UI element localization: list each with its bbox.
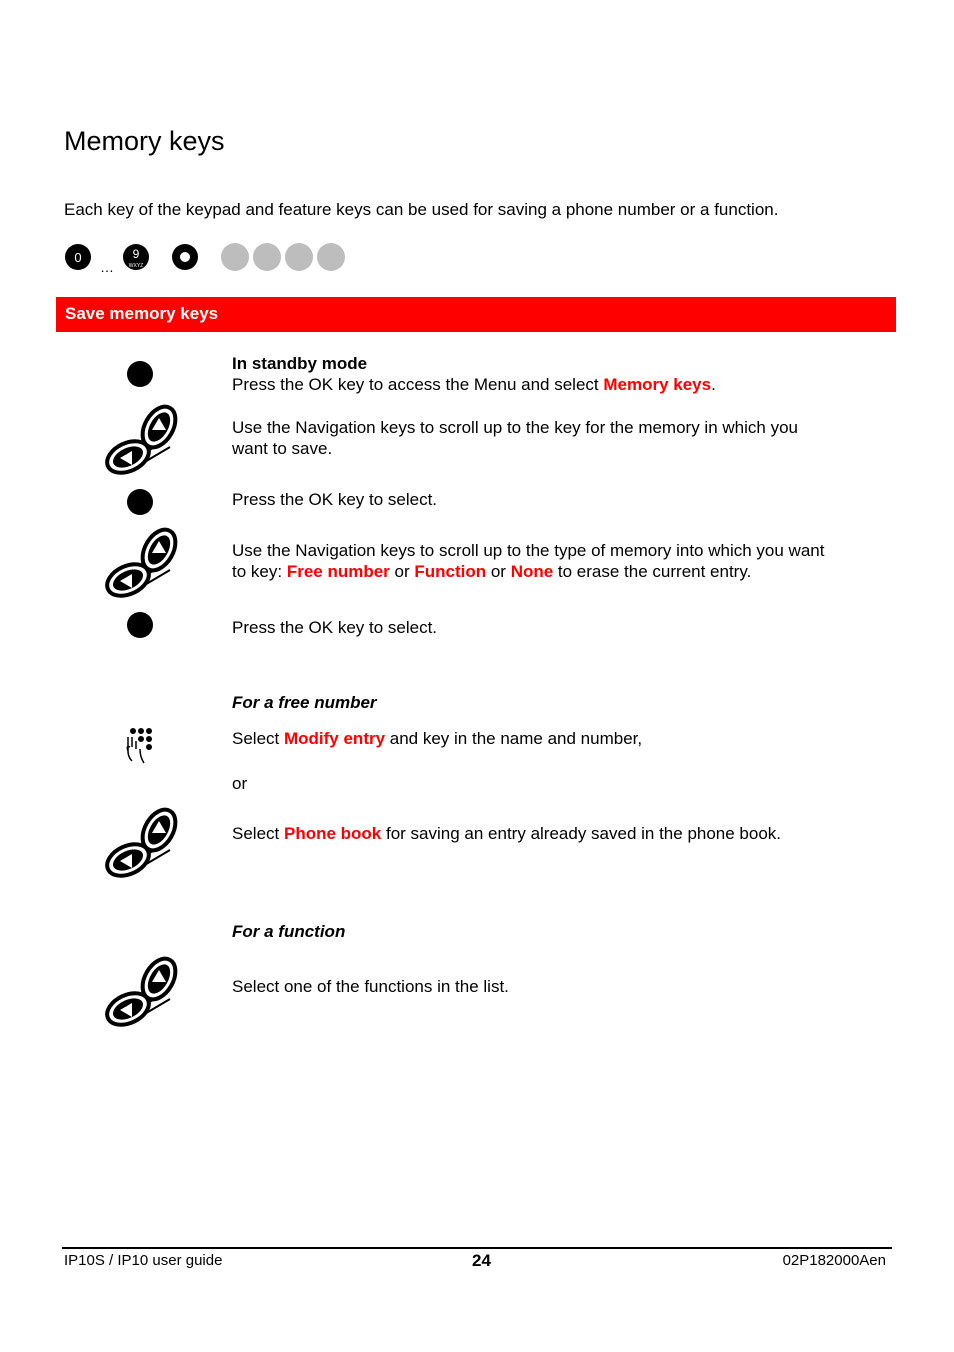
ok-key-icon [127, 489, 153, 515]
navigation-keys-icon [104, 524, 178, 598]
navigation-keys-icon [104, 953, 178, 1027]
section-banner [56, 297, 896, 332]
step-standby [232, 353, 716, 395]
feature-key-icon [317, 243, 345, 271]
feature-key-icon [285, 243, 313, 271]
key-nine-label: 9 [132, 247, 140, 261]
modify-entry-term: Modify entry [283, 729, 386, 748]
free-number-heading: For a free number [232, 693, 377, 712]
keypad-keys-icon [64, 243, 154, 275]
step4-text: Use the Navigation keys to scroll up to the type of memory into which you want to key: Free number or Function or None to erase the current entry. [232, 541, 825, 581]
footer-doc-ref: 02P182000Aen [782, 1252, 886, 1269]
step3-text: Press the OK key to select. [232, 490, 438, 509]
or-text: or [232, 774, 248, 793]
feature-key-icon [221, 243, 249, 271]
navigation-keys-icon [104, 804, 178, 878]
phone-book-line: Select Phone book for saving an entry already saved in the phone book. [232, 824, 782, 843]
footer-guide-name: IP10S / IP10 user guide [64, 1252, 223, 1269]
step2-text: Use the Navigation keys to scroll up to the key for the memory in which you want to save. [232, 418, 798, 458]
keypad-hand-icon [124, 727, 156, 765]
free-number-term: Free number [286, 562, 390, 581]
none-term: None [510, 562, 554, 581]
function-heading: For a function [232, 922, 346, 941]
page-number: 24 [472, 1251, 491, 1270]
key-nine-letters: WXYZ [128, 263, 144, 269]
ellipsis: … [100, 259, 114, 275]
step5-text: Press the OK key to select. [232, 618, 438, 637]
function-line: Select one of the functions in the list. [232, 977, 509, 996]
ok-key-icon [127, 612, 153, 638]
intro-text: Each key of the keypad and feature keys can be used for saving a phone number or a function. [64, 200, 779, 219]
standby-title: In standby mode [232, 354, 368, 373]
footer-divider [62, 1247, 892, 1249]
ok-key-icon [171, 243, 201, 273]
feature-key-icon [253, 243, 281, 271]
navigation-keys-icon [104, 401, 178, 475]
key-zero-label: 0 [74, 250, 82, 265]
step1-line: Press the OK key to access the Menu and select Memory keys. [232, 375, 716, 394]
modify-entry-line: Select Modify entry and key in the name and number, [232, 729, 643, 748]
phone-book-term: Phone book [283, 824, 382, 843]
ok-key-icon [127, 361, 153, 387]
page-title: Memory keys [64, 126, 225, 156]
memory-keys-term: Memory keys [603, 375, 712, 394]
section-banner-title: Save memory keys [65, 304, 219, 323]
function-term: Function [414, 562, 487, 581]
